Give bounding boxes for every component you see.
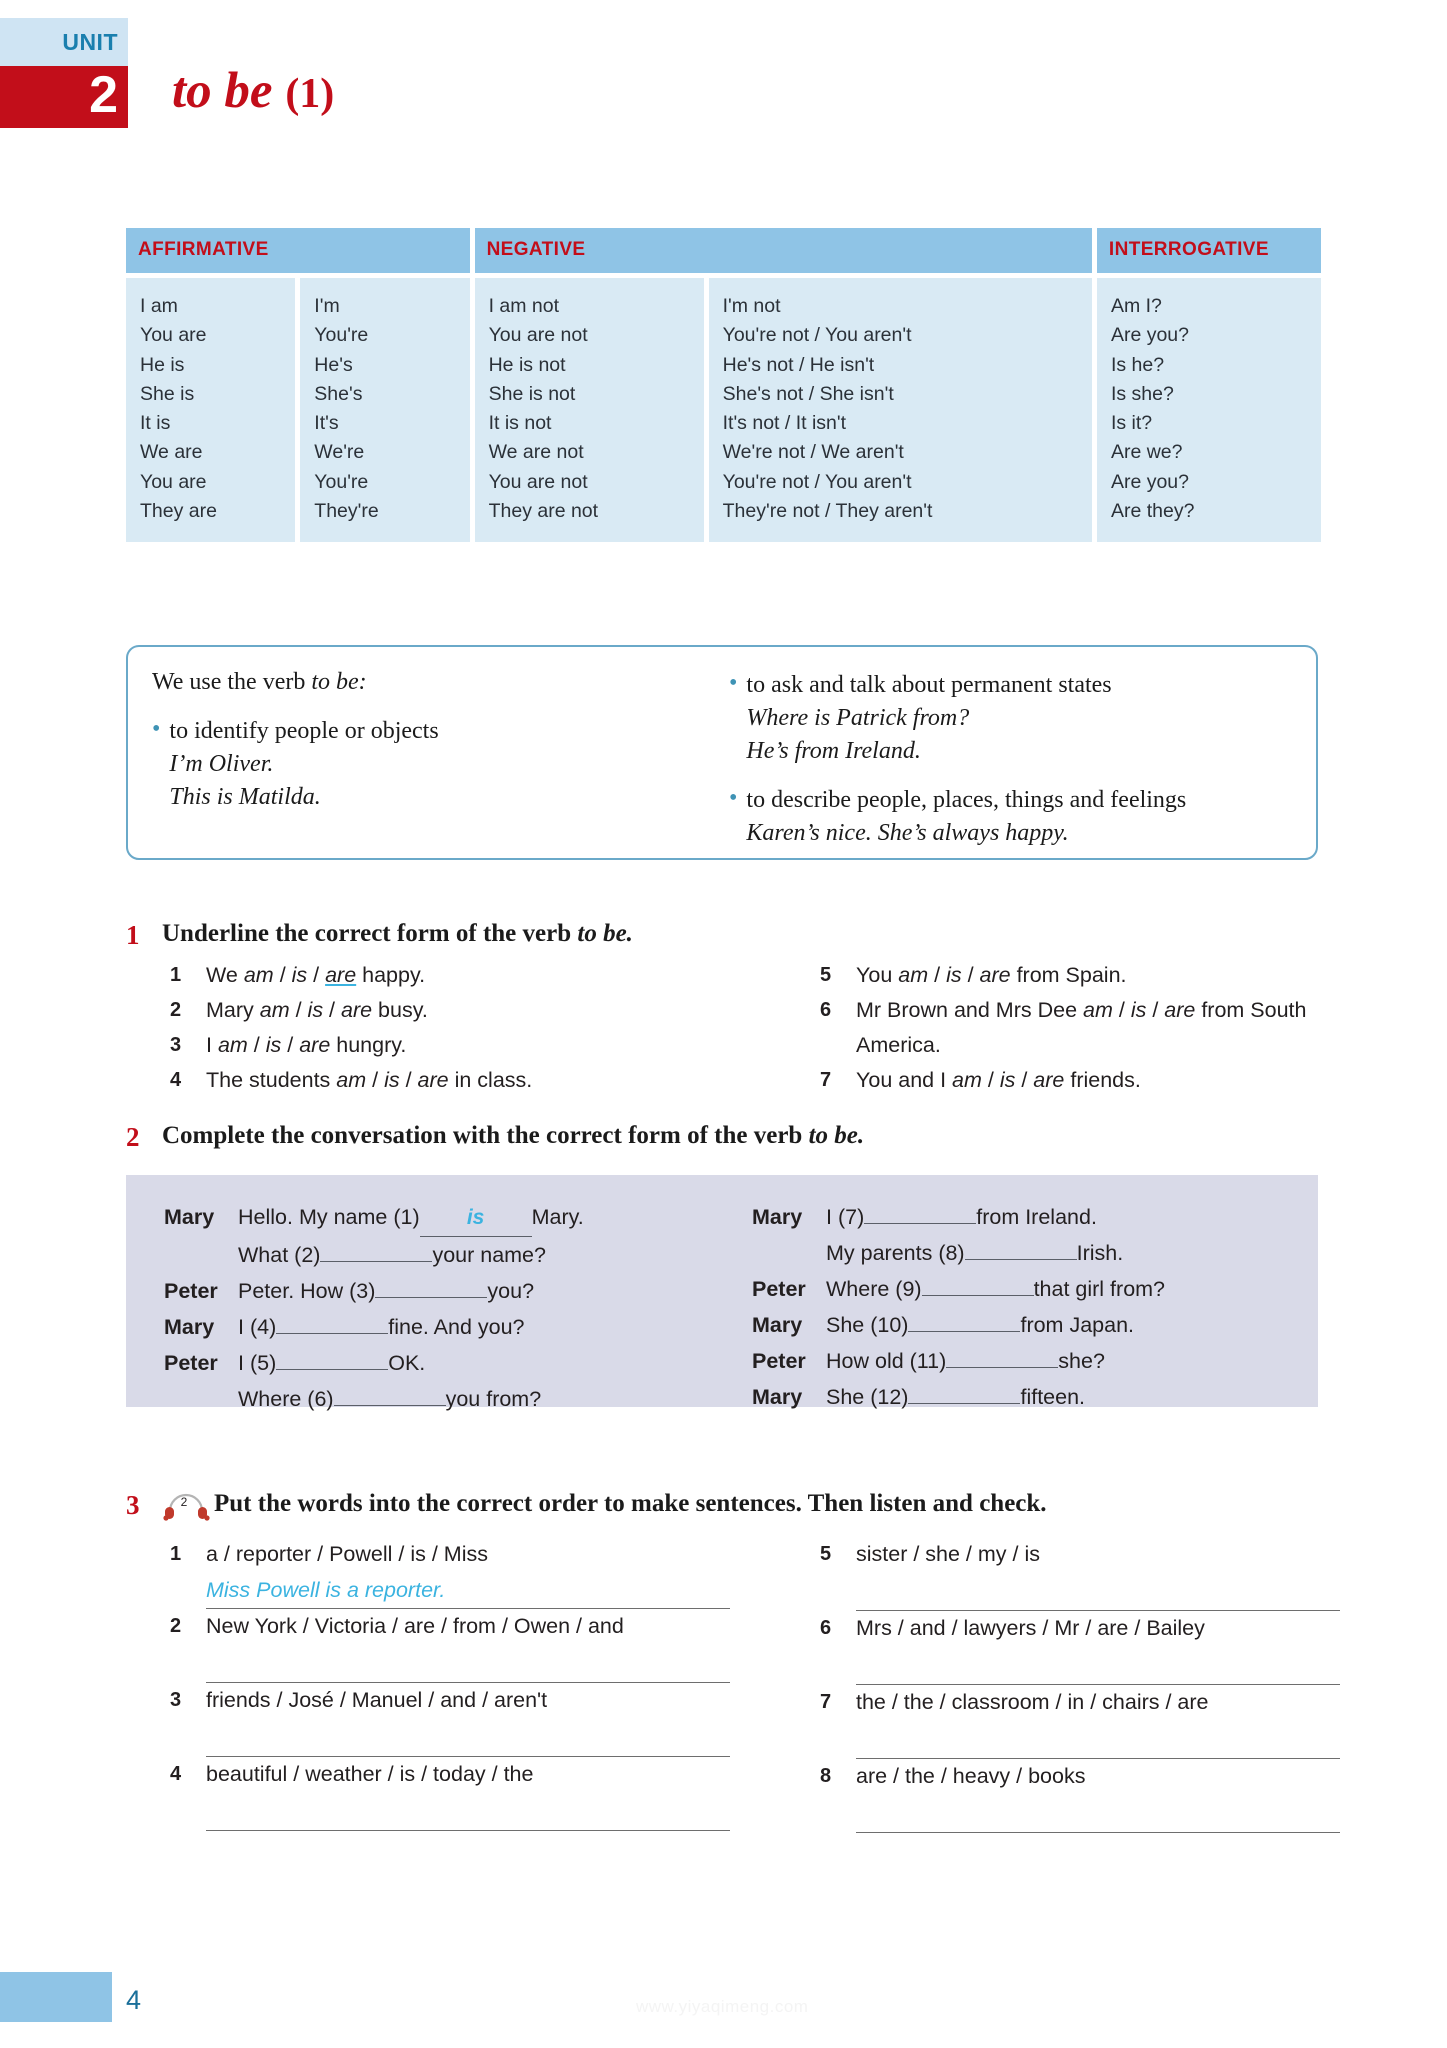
page-number: 4: [126, 1985, 142, 2015]
table-cell-negative-full: You are not: [488, 324, 588, 347]
conversation-line[interactable]: [164, 1237, 722, 1273]
table-cell-negative-full: They are not: [488, 500, 599, 523]
exercise-1-number: 1: [126, 920, 140, 950]
exercise-1-heading: [126, 920, 633, 951]
table-cell-interrogative: Is he?: [1110, 353, 1165, 376]
item-number: 6: [820, 1617, 832, 1639]
sentence-before-blank: Peter. How (3): [238, 1279, 376, 1303]
answer-line[interactable]: [856, 1574, 1340, 1611]
answer-line[interactable]: Miss Powell is a reporter.: [206, 1574, 730, 1609]
exercise-1-item[interactable]: [170, 1063, 730, 1098]
conversation-line[interactable]: [752, 1343, 1318, 1379]
conversation-line[interactable]: [164, 1309, 722, 1345]
table-cell-affirmative-full: You are: [140, 470, 207, 493]
exercise-1-items-left: [170, 958, 730, 1098]
answer-blank[interactable]: [334, 1405, 446, 1406]
column-affirmative-short: [300, 278, 469, 542]
page-title-main: to be: [172, 63, 273, 119]
word-prompt: are / the / heavy / books: [856, 1764, 1086, 1788]
item-number: 4: [170, 1069, 182, 1091]
table-cell-negative-full: I am not: [488, 295, 560, 317]
usage-explanation-box: [126, 645, 1318, 860]
answer-blank[interactable]: [276, 1333, 388, 1334]
sentence-after-blank: fine. And you?: [388, 1315, 525, 1339]
exercise-3-item: [820, 1611, 1340, 1646]
usage-example: I’m Oliver.: [169, 751, 274, 777]
answer-line[interactable]: [206, 1720, 730, 1757]
table-cell-interrogative: Is she?: [1110, 382, 1174, 405]
exercise-3-heading: [126, 1490, 1047, 1521]
answer-blank[interactable]: [908, 1331, 1020, 1332]
page-title-suffix: (1): [285, 71, 335, 117]
exercise-3-item: [170, 1683, 730, 1718]
answer-line[interactable]: [206, 1794, 730, 1831]
item-number: 5: [820, 1543, 832, 1565]
conversation-line[interactable]: [752, 1235, 1318, 1271]
verb-option[interactable]: is: [1130, 998, 1147, 1022]
exercise-3-item: [170, 1609, 730, 1644]
speaker-name: Peter: [164, 1351, 218, 1375]
unit-label: UNIT: [62, 29, 118, 55]
usage-lead-line: [152, 669, 713, 696]
answer-blank[interactable]: [320, 1261, 432, 1262]
exercise-2-number: 2: [126, 1122, 140, 1152]
usage-example: He’s from Ireland.: [746, 738, 921, 764]
item-text: Mary am / is / are busy.: [206, 998, 428, 1022]
exercise-1-items-right: [820, 958, 1340, 1098]
sentence-before-blank: She (12): [826, 1385, 909, 1409]
exercise-2-title-italic: to be.: [808, 1122, 865, 1149]
verb-option[interactable]: are: [341, 998, 373, 1022]
answer-line[interactable]: [856, 1722, 1340, 1759]
exercise-1-item[interactable]: [170, 1028, 730, 1063]
sentence-before-blank: I (7): [826, 1205, 865, 1229]
item-text: The students am / is / are in class.: [206, 1068, 533, 1092]
column-affirmative-full: [126, 278, 295, 542]
verb-option[interactable]: am: [217, 1033, 248, 1057]
verb-option[interactable]: is: [265, 1033, 282, 1057]
table-cell-affirmative-full: I am: [140, 295, 178, 317]
column-negative-full: [475, 278, 704, 542]
verb-option[interactable]: are: [1033, 1068, 1065, 1092]
verb-option[interactable]: are: [299, 1033, 331, 1057]
sentence-before-blank: Where (9): [826, 1277, 922, 1301]
word-prompt: a / reporter / Powell / is / Miss: [206, 1542, 488, 1566]
answer-blank[interactable]: [946, 1367, 1058, 1368]
exercise-1-title-plain: Underline the correct form of the verb: [162, 920, 578, 947]
speaker-name: Mary: [752, 1385, 803, 1409]
unit-number: 2: [89, 66, 118, 124]
verb-option[interactable]: am: [259, 998, 290, 1022]
table-cell-affirmative-short: I'm: [314, 295, 340, 317]
usage-example: Karen’s nice. She’s always happy.: [746, 820, 1069, 846]
table-cell-affirmative-short: We're: [314, 441, 365, 464]
table-cell-negative-full: It is not: [488, 412, 552, 435]
sentence-before-blank: How old (11): [826, 1349, 947, 1373]
verb-option[interactable]: is: [946, 963, 962, 987]
sentence-after-blank: your name?: [432, 1243, 546, 1267]
table-cell-negative-short: I'm not: [722, 295, 781, 317]
item-text: We am / is / are happy.: [206, 963, 426, 987]
usage-item-text: to ask and talk about permanent states Where is Patrick from? He’s from Ireland.: [746, 672, 1112, 764]
usage-lead-italic: to be:: [311, 669, 367, 695]
exercise-1-item[interactable]: [820, 993, 1340, 1063]
table-cell-negative-full: We are not: [488, 441, 584, 464]
sentence-after-blank: you?: [487, 1279, 535, 1303]
conversation-line[interactable]: [752, 1307, 1318, 1343]
sentence-before-blank: I (4): [238, 1315, 277, 1339]
table-cell-affirmative-full: It is: [140, 412, 171, 435]
item-number: 2: [170, 1615, 182, 1637]
exercise-3-items-right: [820, 1537, 1340, 1833]
exercise-2-heading: [126, 1122, 864, 1153]
page-title: [172, 62, 334, 120]
exercise-1-title: [162, 920, 633, 948]
table-header-negative: NEGATIVE: [475, 228, 1092, 273]
word-prompt: New York / Victoria / are / from / Owen / and: [206, 1614, 624, 1638]
sentence-after-blank: Irish.: [1076, 1241, 1124, 1265]
speaker-name: Peter: [164, 1279, 218, 1303]
table-cell-affirmative-short: She's: [314, 382, 363, 405]
table-cell-affirmative-short: It's: [314, 412, 339, 435]
sentence-after-blank: OK.: [388, 1351, 426, 1375]
table-cell-negative-short: She's not / She isn't: [722, 382, 894, 405]
table-cell-affirmative-full: They are: [140, 500, 217, 523]
sentence-before-blank: My parents (8): [826, 1241, 965, 1265]
speaker-name: Mary: [164, 1315, 215, 1339]
sentence-after-blank: she?: [1058, 1349, 1105, 1373]
sentence-before-blank: Hello. My name (1): [238, 1205, 420, 1229]
item-number: 3: [170, 1689, 182, 1711]
item-text: I am / is / are hungry.: [206, 1033, 407, 1057]
speaker-name: Mary: [752, 1205, 803, 1229]
headphones-icon: [162, 1491, 214, 1521]
exercise-3-item: [820, 1759, 1340, 1794]
sentence-before-blank: Where (6): [238, 1387, 334, 1411]
verb-option[interactable]: am: [243, 963, 274, 987]
usage-column-right: [713, 669, 1290, 866]
conversation-line[interactable]: [164, 1381, 722, 1417]
table-cell-interrogative: Are you?: [1110, 470, 1190, 493]
item-text: You am / is / are from Spain.: [856, 963, 1127, 987]
bullet-icon: •: [152, 716, 161, 742]
speaker-name: Mary: [752, 1313, 803, 1337]
word-prompt: sister / she / my / is: [856, 1542, 1040, 1566]
item-text: You and I am / is / are friends.: [856, 1068, 1141, 1092]
word-prompt: the / the / classroom / in / chairs / are: [856, 1690, 1209, 1714]
item-number: 7: [820, 1691, 832, 1713]
sentence-before-blank: I (5): [238, 1351, 277, 1375]
table-cell-affirmative-full: She is: [140, 382, 195, 405]
table-cell-interrogative: Are they?: [1110, 500, 1195, 523]
speaker-name: Peter: [752, 1349, 806, 1373]
exercise-1-item[interactable]: [170, 958, 730, 993]
item-number: 1: [170, 964, 182, 986]
table-cell-negative-short: He's not / He isn't: [722, 353, 875, 376]
usage-item: [152, 715, 713, 814]
item-number: 2: [170, 999, 182, 1021]
exercise-2-title: [162, 1122, 864, 1150]
usage-example: Where is Patrick from?: [746, 705, 970, 731]
grammar-table-header-row: [126, 228, 1321, 273]
grammar-table-body-row: [126, 278, 1321, 542]
verb-option[interactable]: is: [291, 963, 308, 987]
table-cell-negative-short: We're not / We aren't: [722, 441, 904, 464]
table-cell-interrogative: Am I?: [1110, 295, 1162, 317]
answer-blank[interactable]: is: [420, 1200, 532, 1237]
bullet-icon: •: [729, 670, 738, 696]
item-number: 3: [170, 1034, 182, 1056]
answer-blank[interactable]: [908, 1403, 1020, 1404]
conversation-line[interactable]: [164, 1199, 722, 1237]
bullet-icon: •: [729, 785, 738, 811]
speaker-name: Mary: [164, 1205, 215, 1229]
verb-option[interactable]: are: [417, 1068, 449, 1092]
column-interrogative: [1097, 278, 1321, 542]
table-cell-negative-short: You're not / You aren't: [722, 324, 912, 347]
speaker-name: Peter: [752, 1277, 806, 1301]
exercise-1-item[interactable]: [820, 958, 1340, 993]
answer-blank[interactable]: [375, 1297, 487, 1298]
usage-column-left: [152, 669, 713, 866]
usage-lead-plain: We use the verb: [152, 669, 312, 695]
verb-option[interactable]: are: [325, 963, 357, 987]
table-cell-affirmative-full: He is: [140, 353, 185, 376]
table-header-interrogative: INTERROGATIVE: [1097, 228, 1321, 273]
verb-option[interactable]: am: [336, 1068, 367, 1092]
exercise-3-number: 3: [126, 1490, 140, 1520]
table-cell-negative-full: You are not: [488, 470, 588, 493]
table-cell-affirmative-short: He's: [314, 353, 353, 376]
table-header-affirmative: AFFIRMATIVE: [126, 228, 470, 273]
verb-option[interactable]: am: [1083, 998, 1113, 1022]
table-cell-affirmative-full: You are: [140, 324, 207, 347]
table-cell-negative-short: You're not / You aren't: [722, 470, 912, 493]
verb-option[interactable]: is: [384, 1068, 400, 1092]
conversation-box: [126, 1175, 1318, 1411]
exercise-3-items-left: [170, 1537, 730, 1831]
usage-item-text: to identify people or objects I’m Oliver. This is Matilda.: [169, 718, 439, 810]
table-cell-negative-full: She is not: [488, 382, 576, 405]
conversation-line[interactable]: [752, 1271, 1318, 1307]
conversation-line[interactable]: [752, 1199, 1318, 1235]
item-number: 7: [820, 1069, 832, 1091]
headphones-icon-svg: [162, 1491, 214, 1521]
item-number: 6: [820, 999, 832, 1021]
table-cell-negative-short: It's not / It isn't: [722, 412, 847, 435]
verb-option[interactable]: is: [999, 1068, 1016, 1092]
conversation-column-left: [126, 1199, 722, 1417]
sentence-after-blank: fifteen.: [1020, 1385, 1086, 1409]
exercise-1-item[interactable]: [170, 993, 730, 1028]
word-prompt: friends / José / Manuel / and / aren't: [206, 1688, 548, 1712]
table-cell-interrogative: Are we?: [1110, 441, 1183, 464]
sentence-after-blank: from Ireland.: [976, 1205, 1097, 1229]
exercise-1-title-italic: to be.: [577, 920, 633, 947]
grammar-table: [126, 228, 1321, 542]
sentence-after-blank: you from?: [445, 1387, 542, 1411]
exercise-3-item: [820, 1685, 1340, 1720]
watermark: www.yiyaqimeng.com: [636, 1997, 809, 2016]
answer-blank[interactable]: [965, 1259, 1077, 1260]
verb-option[interactable]: am: [952, 1068, 982, 1092]
table-cell-affirmative-short: You're: [314, 470, 369, 493]
usage-item: [729, 669, 1290, 768]
item-number: 1: [170, 1543, 182, 1565]
item-text: Mr Brown and Mrs Dee am / is / are from South America.: [856, 998, 1307, 1057]
item-number: 8: [820, 1765, 832, 1787]
word-prompt: beautiful / weather / is / today / the: [206, 1762, 534, 1786]
sentence-after-blank: that girl from?: [1033, 1277, 1166, 1301]
table-cell-affirmative-short: You're: [314, 324, 369, 347]
item-number: 5: [820, 964, 832, 986]
exercise-3-item: [820, 1537, 1340, 1572]
conversation-line[interactable]: [752, 1379, 1318, 1415]
answer-line[interactable]: [206, 1646, 730, 1683]
table-cell-negative-full: He is not: [488, 353, 566, 376]
table-cell-negative-short: They're not / They aren't: [722, 500, 933, 523]
verb-option[interactable]: are: [979, 963, 1011, 987]
exercise-2-title-plain: Complete the conversation with the correct form of the verb: [162, 1122, 809, 1149]
verb-option[interactable]: am: [898, 963, 929, 987]
exercise-1-item[interactable]: [820, 1063, 1340, 1098]
exercise-3-item: [170, 1757, 730, 1792]
conversation-line[interactable]: [164, 1345, 722, 1381]
sentence-before-blank: She (10): [826, 1313, 909, 1337]
conversation-line[interactable]: [164, 1273, 722, 1309]
table-cell-affirmative-full: We are: [140, 441, 203, 464]
usage-item-text: to describe people, places, things and feelings Karen’s nice. She’s always happy.: [746, 787, 1187, 846]
verb-option[interactable]: is: [307, 998, 324, 1022]
verb-option[interactable]: are: [1164, 998, 1196, 1022]
table-cell-interrogative: Are you?: [1110, 324, 1190, 347]
word-prompt: Mrs / and / lawyers / Mr / are / Bailey: [856, 1616, 1205, 1640]
answer-blank[interactable]: [922, 1295, 1034, 1296]
usage-item: [729, 784, 1290, 850]
footer-bar: [0, 1972, 112, 2022]
usage-example: This is Matilda.: [169, 784, 321, 810]
table-cell-affirmative-short: They're: [314, 500, 379, 523]
answer-blank[interactable]: [864, 1223, 976, 1224]
item-number: 4: [170, 1763, 182, 1785]
sentence-after-blank: from Japan.: [1020, 1313, 1134, 1337]
exercise-3-title: Put the words into the correct order to make sentences. Then listen and check.: [214, 1490, 1047, 1517]
answer-line[interactable]: [856, 1648, 1340, 1685]
answer-line[interactable]: [856, 1796, 1340, 1833]
column-negative-short: [709, 278, 1092, 542]
conversation-column-right: [722, 1199, 1318, 1417]
exercise-3-item: [170, 1537, 730, 1572]
table-cell-interrogative: Is it?: [1110, 412, 1153, 435]
sentence-before-blank: What (2): [238, 1243, 321, 1267]
audio-track-number: 2: [180, 1495, 188, 1509]
answer-blank[interactable]: [276, 1369, 388, 1370]
sentence-after-blank: Mary.: [531, 1205, 584, 1229]
